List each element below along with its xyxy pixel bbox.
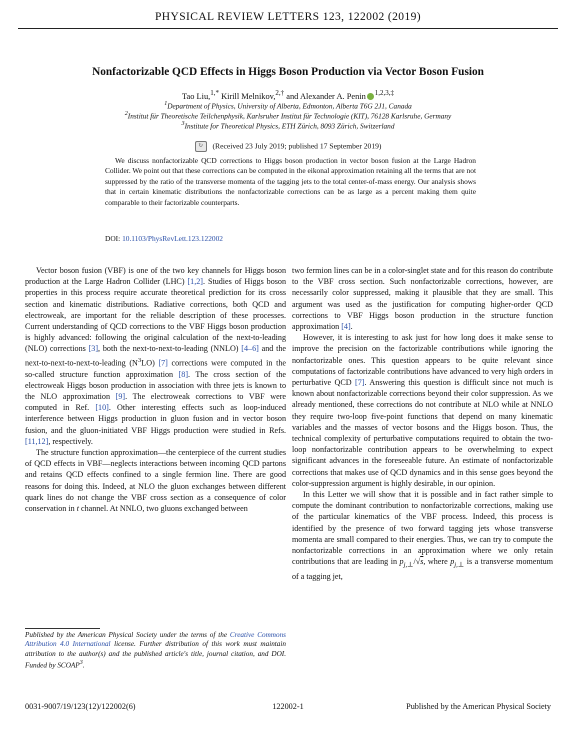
citation-link[interactable]: [1,2] [187,277,203,287]
body-column-left [25,265,286,514]
citation-link[interactable]: [10] [95,403,109,413]
body-column-right [292,265,553,582]
affiliation-2: $^2$Institut für Theoretische Teilchenphysik, Karlsruher Institut für Technologie (KIT), 76128 Karlsruhe, Germany [124,111,452,121]
paper-title: Nonfactorizable QCD Effects in Higgs Boson Production via Vector Boson Fusion [92,66,484,78]
citation-link[interactable]: [8] [178,369,189,379]
footer-code: 0031-9007/19/123(12)/122002(6) [25,702,136,711]
citation-link[interactable]: [9] [115,391,126,401]
paragraph-structure-function: The structure function approximation—the centerpiece of the current studies of QCD effects in VBF—neglects interactions between incoming QCD partons and retains QCD effects confined to a single fermion line. There are good reasons for doing this. Indeed, at NLO the gluon exchanges between different quark lines do not change the VBF cross section as a consequence of color conservation in t channel. At NNLO, two gluons exchanged between [25,447,286,513]
footnote-rule [25,628,100,629]
license-footnote: Published by the American Physical Society under the terms of the Creative Commons Attribution 4.0 International license. Further distribution of this work must maintain attribution to the author(s) and the published article's title, journal citation, and DOI. Funded by SCOAP$^3$. [25,631,286,670]
author-3-sup: 1,2,3,‡ [374,89,395,97]
footer-publisher: Published by the American Physical Society [406,702,551,711]
header-rule [18,28,558,29]
footer-page-number: 122002-1 [272,702,304,711]
paragraph-intro: Vector boson fusion (VBF) is one of the two key channels for Higgs boson production at the Large Hadron Collider (LHC) [1,2]. Studies of Higgs boson properties in this process require accurate theoretical prediction for its cross section and kinematic distributions. Radiative corrections, both QCD and electroweak, are important for the reliable description of these processes. Current understanding of QCD corrections to the VBF Higgs boson production is highly advanced: following the original calculation of the next-to-leading (NLO) corrections [3], both the next-to-next-to-leading (NNLO) [4–6] and the next-to-next-to-next-to-leading $(N^3LO)$ [7] corrections were computed in the so-called structure function approximation [8]. The cross section of the electroweak Higgs boson production in association with three jets is known to the NLO approximation [9]. The electroweak corrections to VBF were computed in Ref. [10]. Other interesting effects such as loop-induced interference between Higgs production in gluon fusion and in vector boson fusion, and the gluon-initiated VBF Higgs production were studied in Refs. [11,12], respectively. [25,266,287,446]
paragraph-continued: two fermion lines can be in a color-singlet state and for this reason do contribute to the VBF cross section. Such nonfactorizable corrections, however, are necessarily color suppressed, making it plausible that they are small. This argument was used as the justification for computing higher-order QCD corrections to VBF Higgs boson production in the structure function approximation [4]. [292,266,553,332]
abstract: We discuss nonfactorizable QCD corrections to Higgs boson production in vector boson fusion at the Large Hadron Collider. We point out that these corrections can be computed in the eikonal approximation retaining all the terms that are not suppressed by the ratio of the transverse momenta of the tagging jets to the total center-of-mass energy. Our analysis shows that in certain kinematic distributions the nonfactorizable corrections can be as large as a percent making them quite comparable to their factorizable counterparts. [105,156,476,207]
paragraph-question: However, it is interesting to ask just for how long does it make sense to improve the precision on the factorizable contributions while ignoring the nonfactorizable ones. This question appears to be quite relevant since computations of factorizable contributions have advanced to very high orders in perturbative QCD [7]. Answering this question is difficult since not much is known about nonfactorizable corrections beyond their color suppression. As we already mentioned, these corrections do not contribute at NLO while at NNLO they require two-loop five-point functions that depend on many kinematic variables and the masses of vector bosons and the Higgs boson. Thus, the technical complexity of perturbative computations required to obtain the two-loop nonfactorizable contribution appears to be overwhelming to expect significant advances in the foreseeable future. An estimate of nonfactorizable corrections that makes use of QCD dynamics and in this sense goes beyond the color-suppression argument is highly desirable, in our opinion. [292,333,553,488]
citation-link[interactable]: [3] [88,344,99,354]
affiliation-1: $^1$Department of Physics, University of Alberta, Edmonton, Alberta T6G 2J1, Canada [164,101,412,111]
citation-link[interactable]: [11,12] [25,436,49,446]
author-1[interactable]: Tao Liu, [181,91,211,101]
doi-link[interactable]: 10.1103/PhysRevLett.123.122002 [122,234,223,243]
affiliation-3: $^3$Institute for Theoretical Physics, ETH Zürich, 8093 Zürich, Switzerland [181,121,395,131]
doi-line: DOI: 10.1103/PhysRevLett.123.122002 [105,234,223,243]
paragraph-this-letter: In this Letter we will show that it is possible and in fact rather simple to compute the dominant contribution to nonfactorizable corrections, making use of the particular kinematics of the VBF process. Indeed, this process is identified by the presence of two forward tagging jets whose transverse momenta are small compared to their energies. Thus, we can try to compute the nonfactorizable corrections in an approximation where we only retain contributions that are leading in $p_{j,\perp}/√s$, where $p_{j,\perp}$ is a transverse momentum of a tagging jet, [292,490,554,582]
citation-link[interactable]: [7] [158,358,168,368]
author-3[interactable]: and Alexander A. Penin [284,91,366,101]
check-for-updates-icon[interactable]: ↻ [195,141,207,152]
journal-header: PHYSICAL REVIEW LETTERS 123, 122002 (2019) [155,11,421,23]
received-dates: ↻ (Received 23 July 2019; published 17 September 2019) [18,141,558,152]
author-2-sup: 2,† [275,89,285,97]
citation-link[interactable]: [7] [355,378,365,388]
author-1-sup: 1,* [210,89,219,97]
license-link[interactable]: Creative Commons Attribution 4.0 International [25,631,286,649]
author-2[interactable]: Kirill Melnikov, [218,91,276,101]
citation-link[interactable]: [4] [341,322,351,332]
citation-link[interactable]: [4–6] [241,344,259,354]
